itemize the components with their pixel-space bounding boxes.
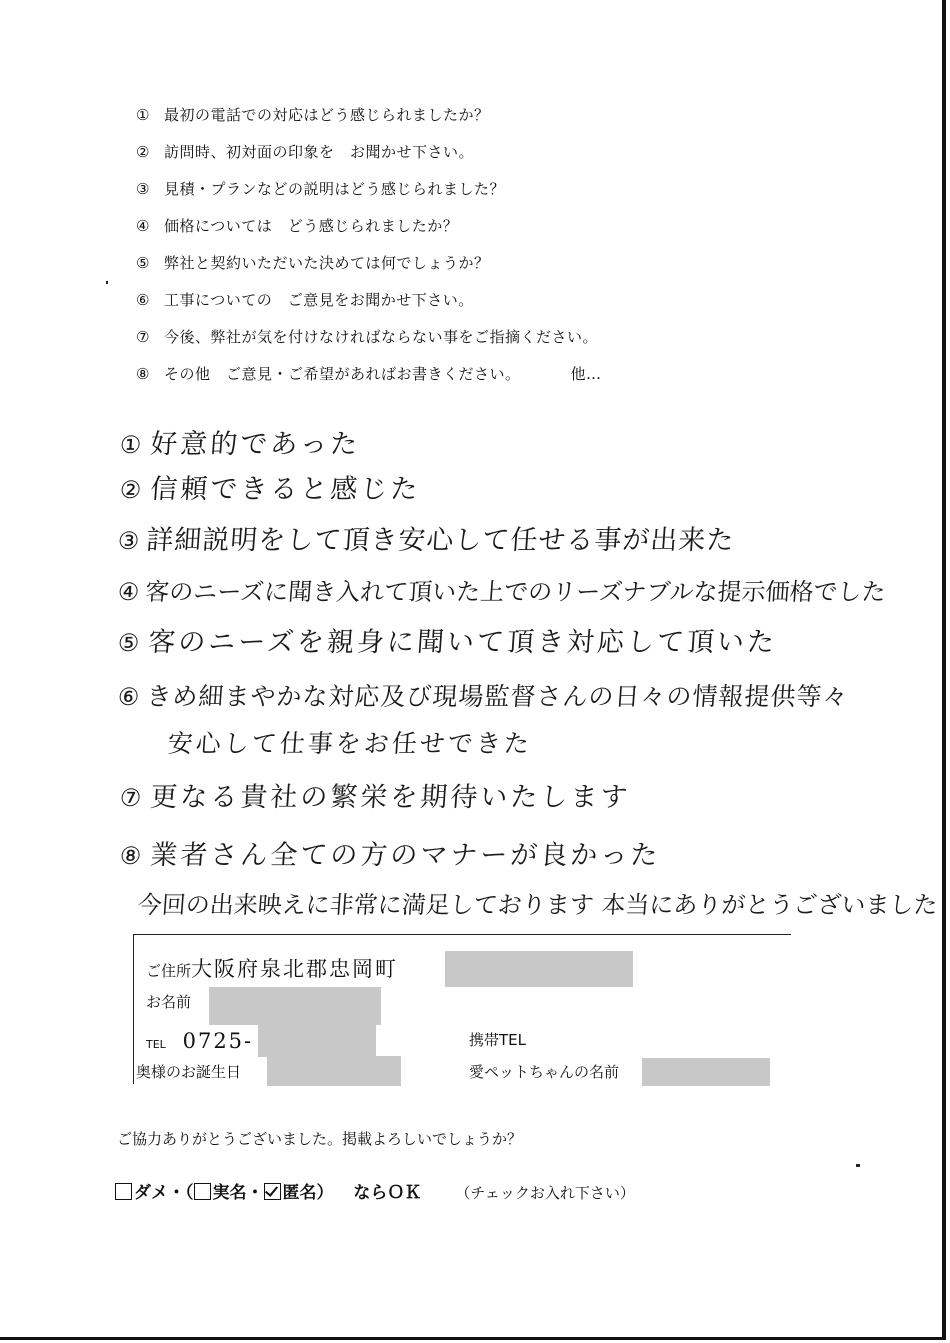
thanks-text: ご協力ありがとうございました。掲載よろしいでしょうか？: [117, 1130, 523, 1148]
pet-name-label: 愛ペットちゃんの名前: [469, 1063, 620, 1081]
scan-speck: [106, 281, 108, 284]
question-item: ⑧ その他 ご意見・ご希望があればお書きください。 他…: [136, 365, 602, 383]
answer-line: ④ 客のニーズに聞き入れて頂いた上でのリーズナブルな提示価格でした: [116, 578, 887, 606]
redaction-box: [642, 1058, 770, 1086]
answer-line: ⑥ きめ細まやかな対応及び現場監督さんの日々の情報提供等々: [116, 682, 850, 711]
redaction-box: [209, 987, 381, 1025]
answer-line: ② 信頼できると感じた: [118, 474, 422, 505]
redaction-box: [258, 1025, 376, 1057]
mobile-tel-label: 携帯TEL: [469, 1031, 526, 1049]
question-item: ⑤ 弊社と契約いただいた決めては何でしょうか？: [136, 254, 490, 272]
questions-extra: 他…: [570, 365, 602, 383]
answer-line: ⑧ 業者さん全ての方のマナーが良かった: [118, 840, 662, 871]
redaction-box: [445, 951, 633, 987]
question-item: ⑥ 工事についての ご意見をお聞かせ下さい。: [136, 291, 474, 309]
answer-line: ① 好意的であった: [118, 429, 362, 460]
question-item: ① 最初の電話での対応はどう感じられましたか？: [136, 106, 490, 124]
question-item: ⑦ 今後、弊社が気を付けなければならない事をご指摘ください。: [136, 328, 599, 346]
question-item: ② 訪問時、初対面の印象を お聞かせ下さい。: [136, 143, 475, 161]
checkbox-anonymous[interactable]: [264, 1183, 281, 1200]
publish-consent-line: ダメ・（ 実名・ 匿名） ならＯＫ （チェックお入れ下さい）: [115, 1178, 635, 1203]
address-row: ご住所大阪府泉北郡忠岡町: [146, 957, 399, 981]
checkbox-ng[interactable]: [115, 1183, 132, 1200]
birthday-label: 奥様のお誕生日: [136, 1063, 242, 1081]
checkbox-real-name[interactable]: [194, 1183, 211, 1200]
question-item: ③ 見積・プランなどの説明はどう感じられました？: [136, 180, 506, 198]
answer-line: ⑤ 客のニーズを親身に聞いて頂き対応して頂いた: [116, 627, 779, 658]
question-item: ④ 価格については どう感じられましたか？: [136, 217, 459, 235]
redaction-box: [267, 1056, 401, 1086]
answer-line: 安心して仕事をお任せできた: [166, 729, 533, 758]
answer-line: ③ 詳細説明をして頂き安心して任せる事が出来た: [116, 525, 736, 556]
scan-speck: [856, 1164, 860, 1167]
contact-form: [133, 934, 791, 1084]
tel-row: TEL 0725-: [146, 1029, 254, 1053]
answer-line: ⑦ 更なる貴社の繁栄を期待いたします: [118, 782, 632, 813]
answer-line: 今回の出来映えに非常に満足しております 本当にありがとうございました: [136, 891, 939, 919]
name-label: お名前: [146, 993, 192, 1011]
